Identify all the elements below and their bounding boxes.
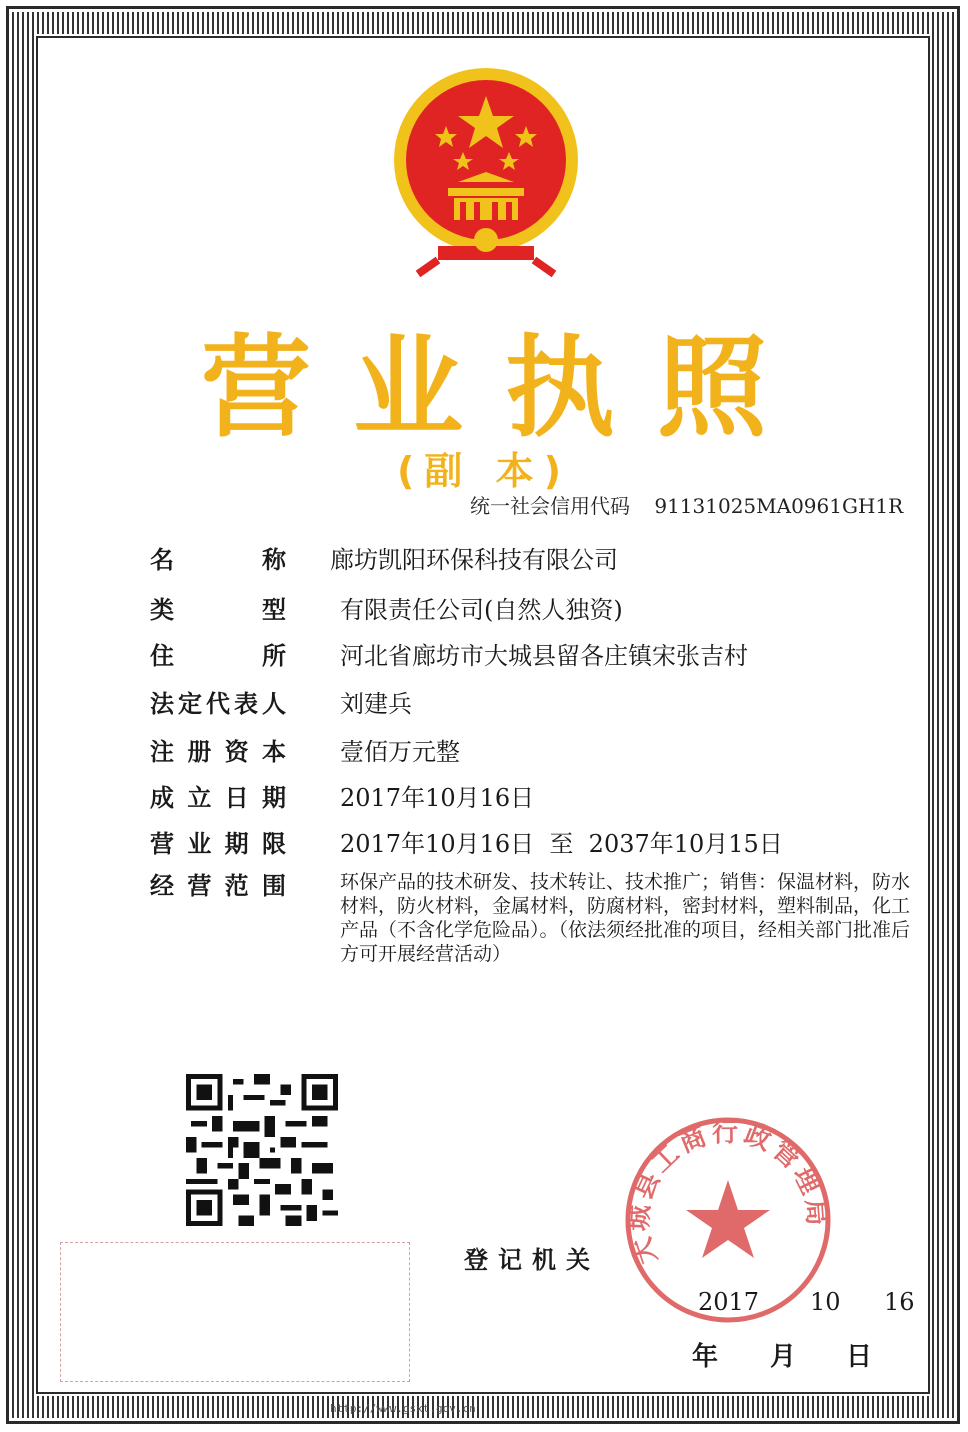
month-label: 月 — [770, 1342, 797, 1372]
field-value: 廊坊凯阳环保科技有限公司 — [330, 546, 618, 574]
national-emblem-icon — [388, 60, 584, 280]
field-label: 成立日期 — [150, 784, 286, 812]
field-value: 刘建兵 — [340, 690, 412, 718]
field-label: 经营范围 — [150, 872, 286, 900]
annual-report-box — [60, 1242, 410, 1382]
credit-code-value: 91131025MA0961GH1R — [654, 494, 904, 518]
credit-code-line — [470, 490, 903, 519]
field-value: 河北省廊坊市大城县留各庄镇宋张吉村 — [340, 642, 748, 670]
credit-code-label: 统一社会信用代码 — [470, 494, 630, 518]
field-label: 类型 — [150, 596, 286, 624]
field-value: 2017年10月16日 至 2037年10月15日 — [340, 830, 783, 858]
field-value: 壹佰万元整 — [340, 738, 460, 766]
field-label: 名称 — [150, 546, 286, 574]
field-label: 注册资本 — [150, 738, 286, 766]
date-day: 16 — [884, 1288, 915, 1316]
field-label: 住所 — [150, 642, 286, 670]
business-scope-text: 环保产品的技术研发、技术转让、技术推广；销售：保温材料，防水材料，防火材料，金属材料，防腐材料，密封材料，塑料制品，化工产品（不含化学危险品）。（依法须经批准的项目，经相关部门批准后方可开展经营活动） — [340, 871, 911, 965]
seal-text: 大城县工商行政管理局 — [624, 1118, 832, 1268]
footer-url: http://www.gsxt.gov.cn — [330, 1402, 476, 1415]
day-label: 日 — [846, 1342, 873, 1372]
field-value: 2017年10月16日 — [340, 784, 535, 812]
year-label: 年 — [692, 1342, 719, 1372]
document-title: 营业执照 — [201, 324, 809, 452]
field-label: 营业期限 — [150, 830, 286, 858]
date-month: 10 — [810, 1288, 841, 1316]
document-subtitle: (副 本) — [397, 449, 571, 493]
field-value: 有限责任公司(自然人独资) — [340, 596, 623, 624]
registration-authority-label: 登记机关 — [464, 1246, 600, 1274]
qr-code-icon — [186, 1074, 338, 1226]
date-year: 2017 — [698, 1288, 760, 1316]
field-label: 法定代表人 — [150, 690, 286, 718]
